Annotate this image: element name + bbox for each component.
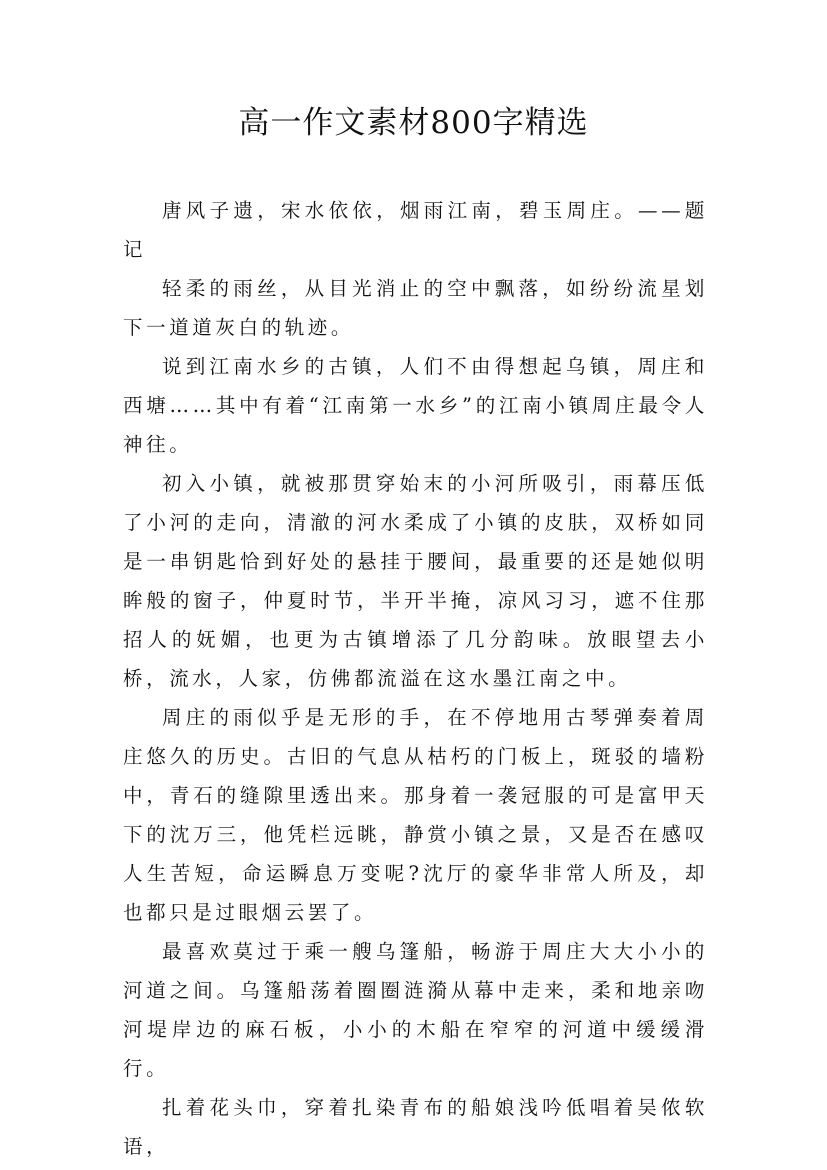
paragraph: 说到江南水乡的古镇，人们不由得想起乌镇，周庄和西塘……其中有着“江南第一水乡”的江南小镇周庄最令人神往。 <box>123 355 708 456</box>
paragraph: 周庄的雨似乎是无形的手，在不停地用古琴弹奏着周庄悠久的历史。古旧的气息从枯朽的门板上，斑驳的墙粉中，青石的缝隙里透出来。那身着一袭冠服的可是富甲天下的沈万三，他凭栏远眺，静赏小镇之景，又是否在感叹人生苦短，命运瞬息万变呢?沈厅的豪华非常人所及，却也都只是过眼烟云罢了。 <box>123 706 708 924</box>
paragraph-epigraph: 唐风子遗，宋水依依，烟雨江南，碧玉周庄。——题记 <box>123 199 708 261</box>
paragraph: 最喜欢莫过于乘一艘乌篷船，畅游于周庄大大小小的河道之间。乌篷船荡着圈圈涟漪从幕中走来，柔和地亲吻河堤岸边的麻石板，小小的木船在窄窄的河道中缓缓滑行。 <box>123 940 708 1080</box>
paragraph: 扎着花头巾，穿着扎染青布的船娘浅吟低唱着吴侬软语， <box>123 1096 708 1158</box>
document-title: 高一作文素材800字精选 <box>238 105 589 141</box>
paragraph: 初入小镇，就被那贯穿始末的小河所吸引，雨幕压低了小河的走向，清澈的河水柔成了小镇的皮肤，双桥如同是一串钥匙恰到好处的悬挂于腰间，最重要的还是她似明眸般的窗子，仲夏时节，半开半掩，凉风习习，遮不住那招人的妩媚，也更为古镇增添了几分韵味。放眼望去小桥，流水，人家，仿佛都流溢在这水墨江南之中。 <box>123 472 708 690</box>
document-body <box>123 191 708 1166</box>
paragraph: 轻柔的雨丝，从目光消止的空中飘落，如纷纷流星划下一道道灰白的轨迹。 <box>123 277 708 339</box>
